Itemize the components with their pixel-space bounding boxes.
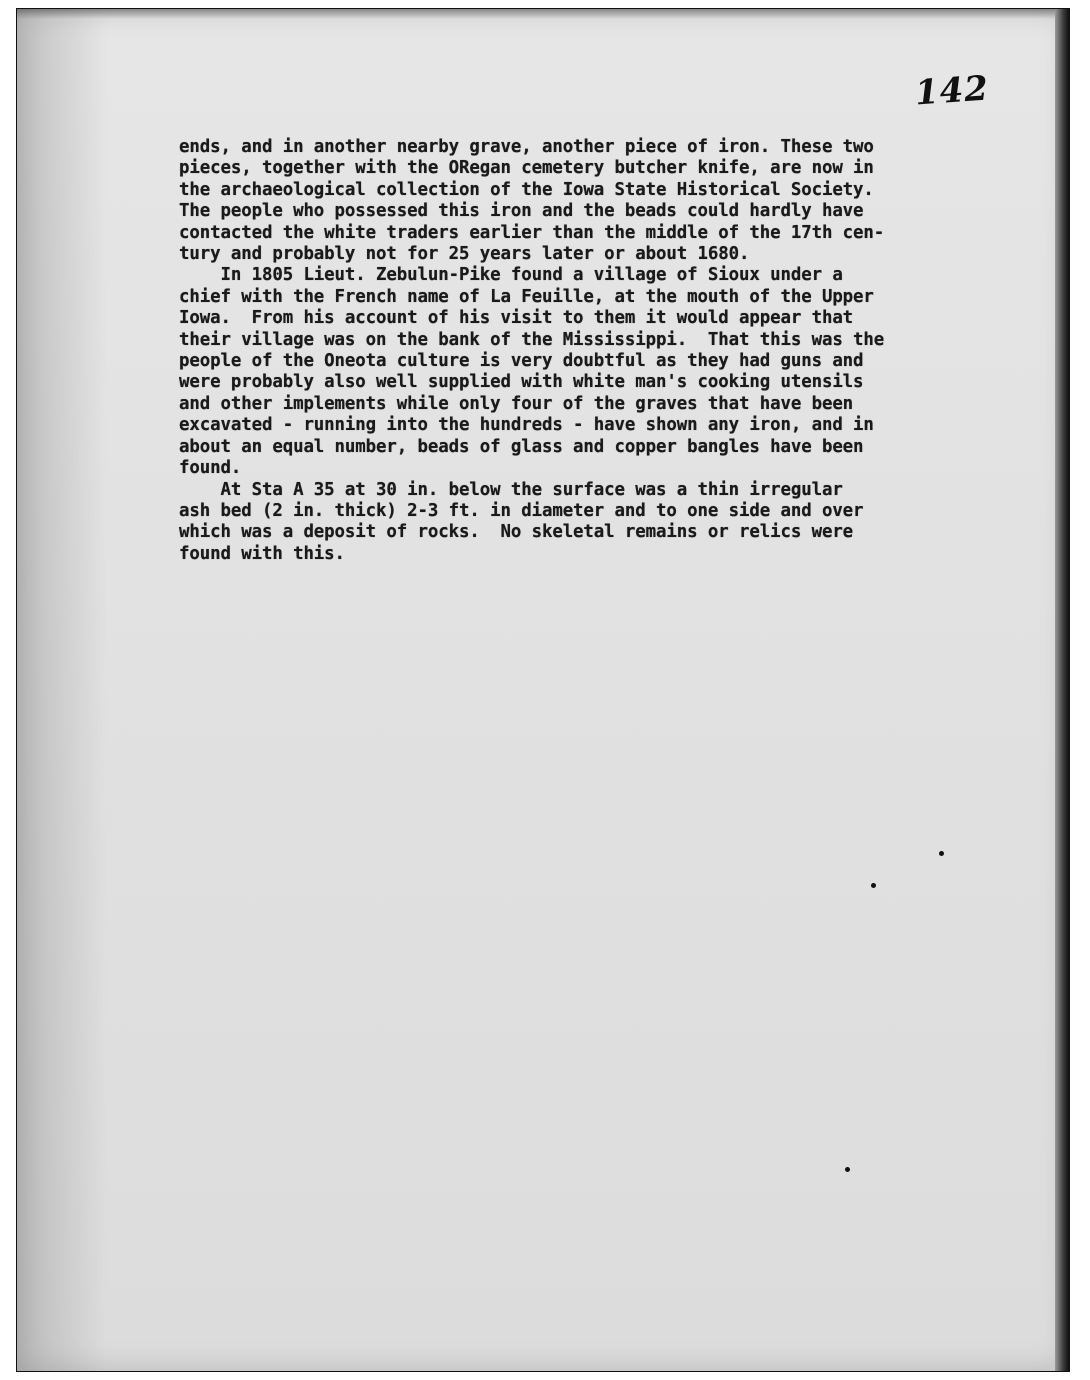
text-line: and other implements while only four of the graves that have been	[179, 393, 854, 414]
document-sheet	[16, 8, 1070, 1372]
text-line: The people who possessed this iron and the beads could hardly have	[179, 201, 864, 222]
page-number: 142	[913, 68, 991, 114]
text-line: people of the Oneota culture is very doubtful as they had guns and	[179, 351, 864, 372]
text-line: ends, and in another nearby grave, another piece of iron. These two	[179, 137, 874, 157]
ink-speck	[845, 1167, 850, 1172]
text-line: found.	[179, 458, 242, 479]
text-line: In 1805 Lieut. Zebulun-Pike found a village of Sioux under a	[179, 265, 843, 286]
text-line: At Sta A 35 at 30 in. below the surface was a thin irregular	[179, 479, 843, 500]
text-line: tury and probably not for 25 years later or about 1680.	[179, 244, 750, 265]
text-line: pieces, together with the ORegan cemetery butcher knife, are now in	[179, 158, 874, 179]
body-text	[179, 137, 1059, 565]
text-line: were probably also well supplied with white man's cooking utensils	[179, 372, 864, 393]
text-line: the archaeological collection of the Iowa State Historical Society.	[179, 179, 874, 200]
text-line: about an equal number, beads of glass and copper bangles have been	[179, 436, 864, 457]
text-line: excavated - running into the hundreds - have shown any iron, and in	[179, 415, 874, 436]
top-edge-shadow	[17, 9, 1069, 19]
text-line: found with this.	[179, 543, 345, 564]
text-line: their village was on the bank of the Mississippi. That this was the	[179, 329, 885, 350]
text-line: ash bed (2 in. thick) 2-3 ft. in diameter and to one side and over	[179, 500, 864, 521]
text-line: which was a deposit of rocks. No skeletal remains or relics were	[179, 522, 854, 543]
text-line: chief with the French name of La Feuille, at the mouth of the Upper	[179, 286, 874, 307]
ink-speck	[939, 851, 944, 856]
ink-speck	[871, 883, 876, 888]
left-shadow	[17, 9, 107, 1371]
text-line: Iowa. From his account of his visit to them it would appear that	[179, 308, 854, 329]
text-line: contacted the white traders earlier than the middle of the 17th cen-	[179, 222, 885, 243]
